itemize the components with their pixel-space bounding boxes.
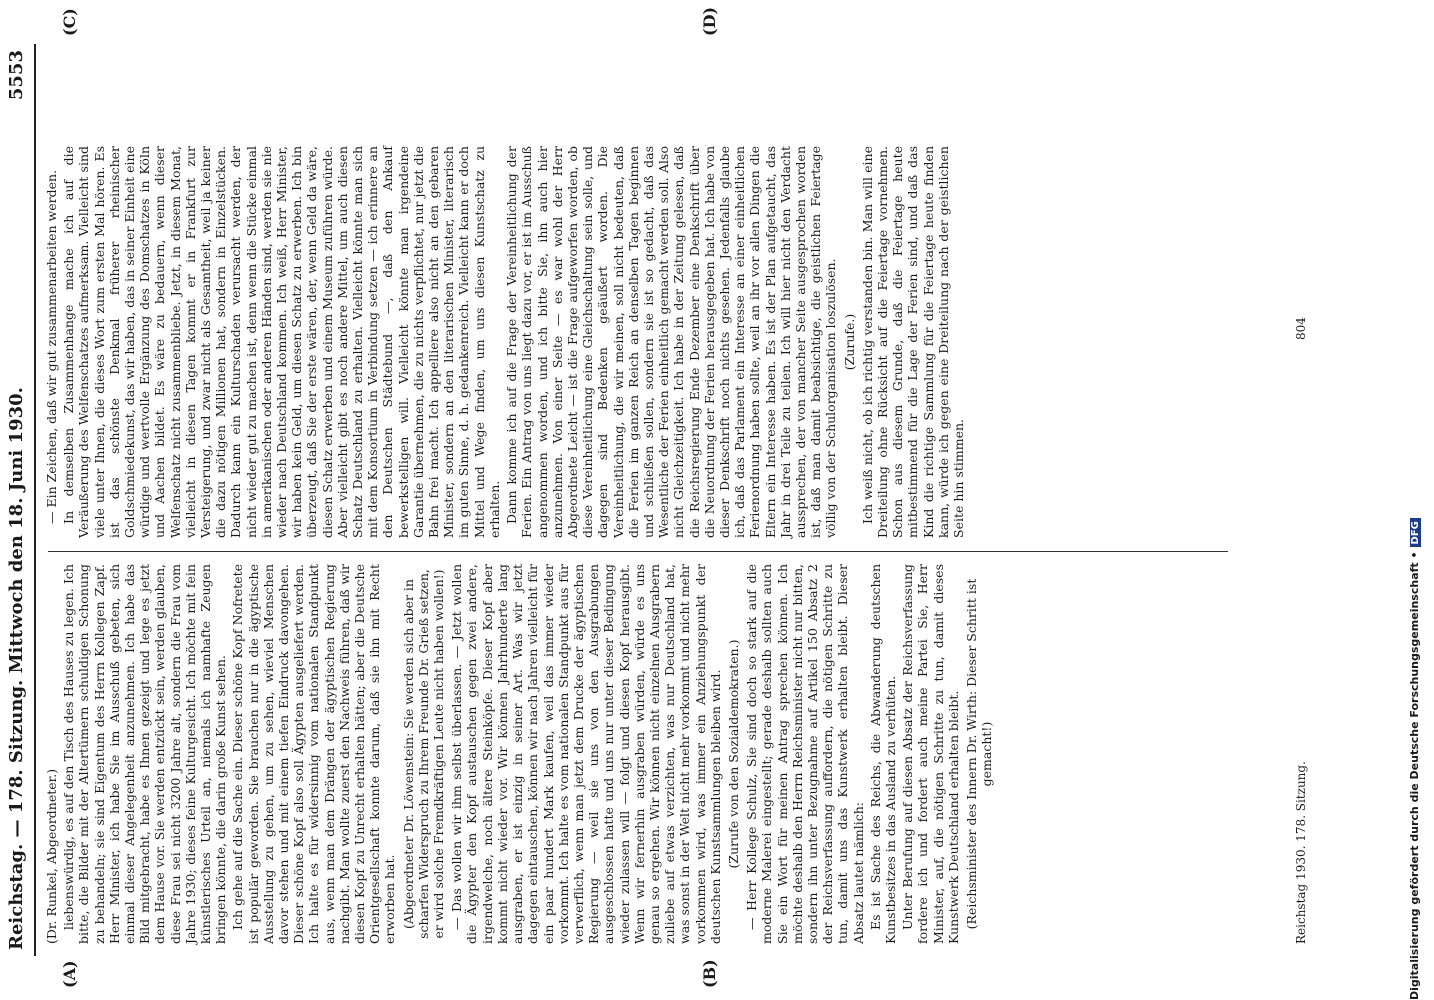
right-column bbox=[44, 146, 968, 538]
paragraph: Unter Berufung auf diesen Absatz der Reichsverfassung fordere ich und fordert auch meine Partei Sie, Herr Minister, auf, die nötigen Schritte zu tun, damit dieses Kunstwerk Deutschland erhalten bleibt. bbox=[900, 564, 961, 944]
footer-page-number: 804 bbox=[1294, 317, 1308, 340]
left-column bbox=[44, 564, 997, 944]
paragraph: Es ist Sache des Reichs, die Abwanderung deutschen Kunstbesitzes in das Ausland zu verhüten. bbox=[867, 564, 898, 944]
column-divider bbox=[48, 551, 1228, 552]
paragraph: — Ein Zeichen, daß wir gut zusammenarbeiten werden. bbox=[44, 169, 59, 524]
interjection: (Zurufe.) bbox=[841, 313, 857, 371]
header-page-number: 5553 bbox=[6, 50, 27, 101]
dfg-logo-icon: DFG bbox=[1410, 518, 1421, 547]
paragraph: Dann komme ich auf die Frage der Vereinheitlichung der Ferien. Ein Antrag von uns liegt dazu vor, er ist im Ausschuß angenommen worden, und ich bitte Sie, ihn auch hier anzunehmen. Von einer Seite — es war wohl der Herr Abgeordnete Leicht — ist die Frage aufgeworfen worden, ob diese Vereinheitlichung eine Gleichschaltung sein solle, und dagegen sind Bedenken geäußert worden. Die Vereinheitlichung, die wir meinen, soll nicht bedeuten, daß die Ferien im ganzen Reich an denselben Tagen beginnen und schließen sollen, sondern sie ist so gedacht, daß das Wesentliche der Ferien einheitlich gemacht werden soll. Also nicht Gleichzeitigkeit. Ich habe in der Zeitung gelesen, daß die Reichsregierung Ende Dezember eine Denkschrift über die Neuordnung der Ferien herausgegeben hat. Ich habe von dieser Denkschrift noch nichts gesehen. Jedenfalls glaube ich, daß das Parlament ein Interesse an einer einheitlichen Ferienordnung haben sollte, weil an ihr vor allen Dingen die Eltern ein Interesse haben. Es ist der Plan aufgetaucht, das Jahr in drei Teile zu teilen. Ich will hier nicht den Verdacht aussprechen, der von mancher Seite ausgesprochen worden ist, daß man damit beabsichtige, die geistlichen Feiertage völlig von der Schulorganisation loszulösen. bbox=[504, 146, 839, 538]
paragraph: In demselben Zusammenhange mache ich auf die Veräußerung des Welfenschatzes aufmerksam. Vielleicht sind viele unter Ihnen, die dieses Wort zum ersten Mal hören. Es ist das schönste Denkmal früherer rheinischer Goldschmiedekunst, das wir haben, das in seiner Einheit eine würdige und wertvolle Ergänzung des Domschatzes in Köln und Aachen bildet. Es wäre zu bedauern, wenn dieser Welfenschatz nicht zusammenbliebe. Jetzt, in diesem Monat, vielleicht in diesen Tagen kommt er in Frankfurt zur Versteigerung, und zwar nicht als Gesamtheit, weil ja keiner die dazu nötigen Millionen hat, sondern in Einzelstücken. Dadurch kann ein Kulturschaden verursacht werden, der nicht wieder gut zu machen ist, denn wenn die Stücke einmal in amerikanischen oder anderen Händen sind, werden sie nie wieder nach Deutschland kommen. Ich weiß, Herr Minister, wir haben kein Geld, um diesen Schatz zu erwerben. Ich bin überzeugt, daß Sie der erste wären, der, wenn Geld da wäre, diesen Schatz erwerben und einem Museum zuführen würde. Aber vielleicht gibt es noch andere Mittel, um auch diesen Schatz Deutschland zu erhalten. Vielleicht könnte man sich mit dem Konsortium in Verbindung setzen — ich erinnere an den Deutschen Städtebund —, daß den Ankauf bewerkstelligen will. Vielleicht könnte man irgendeine Garantie übernehmen, die zu nichts verpflichtet, nur jetzt die Bahn frei macht. Ich appelliere also nicht an den gebaren Minister, sondern an den literarischen Minister, literarisch im guten Sinne, d. h. gedankenreich. Vielleicht kann er doch Mittel und Wege finden, um uns diesen Kunstschatz zu erhalten. bbox=[61, 146, 502, 538]
interjection: (Zurufe von den Sozialdemokraten.) bbox=[725, 639, 741, 869]
header-title: Reichstag. — 178. Sitzung. Mittwoch den 18. Juni 1930. bbox=[6, 387, 27, 950]
dfg-stamp-text: Digitalisierung gefördert durch die Deutsche Forschungsgemeinschaft • bbox=[1408, 551, 1421, 1000]
interjection: (Reichsminister des Innern Dr. Wirth: Dieser Schritt ist gemacht!) bbox=[963, 578, 995, 930]
paragraph: — Das wollen wir ihm selbst überlassen. — Jetzt wollen die Ägypter den Kopf austauschen gegen zwei andere, irgendwelche, noch ältere Steinköpfe. Dieser Kopf aber kommt nicht wieder vor. Wir können Jahrhunderte lang ausgraben, er ist einzig in seiner Art. Was wir jetzt dagegen eintauschen, können wir nach Jahren vielleicht für ein paar hundert Mark kaufen, weil das immer wieder vorkommt. Ich halte es vom nationalen Standpunkt aus für verwerflich, wenn man jetzt dem Drucke der ägyptischen Regierung — weil sie uns von den Ausgrabungen ausgeschlossen hatte und uns nur unter dieser Bedingung wieder zulassen will — folgt und diesen Kopf herausgibt. Wenn wir fernerhin ausgraben würden, würde es uns genau so ergehen. Wir können nicht einzelnen Ausgrabern zuliebe auf etwas verzichten, was nur Deutschland hat, was sonst in der Welt nicht mehr vorkommt und nicht mehr vorkommen wird, was immer ein Anziehungspunkt der deutschen Kunstsammlungen bleiben wird. bbox=[449, 564, 723, 944]
margin-letter-b: (B) bbox=[700, 959, 719, 988]
margin-letter-d: (D) bbox=[700, 6, 719, 36]
header-rule bbox=[34, 44, 36, 956]
page-header bbox=[0, 44, 44, 956]
page-footer: Reichstag 1930. 178. Sitzung. bbox=[1294, 761, 1308, 944]
dfg-stamp bbox=[1408, 518, 1421, 1000]
interjection: (Abgeordneter Dr. Löwenstein: Sie werden sich aber in scharfen Widerspruch zu Ihrem Freunde Dr. Grieß setzen, er wird solche Fremdkräftigen Leute nicht haben wollen!) bbox=[400, 569, 447, 939]
paragraph: Ich weiß nicht, ob ich richtig verstanden bin. Man will eine Dreiteilung ohne Rücksicht auf die Feiertage vornehmen. Schon aus diesem Grunde, daß die Feiertage heute mitbestimmend für die Lage der Ferien sind, und daß das Kind die richtige Sammlung für die Feiertage heute finden kann, würde ich gegen eine Dreiteilung nach der geistlichen Seite hin stimmen. bbox=[859, 146, 966, 538]
paragraph: Ich gehe auf die Sache ein. Dieser schöne Kopf Nofretete ist populär geworden. Sie brauchen nur in die ägyptische Ausstellung zu gehen, um zu sehen, wieviel Menschen davor stehen und mit einem tiefen Eindruck davongehen. Dieser schöne Kopf also soll Ägypten ausgeliefert werden. Ich halte es für widersinnig vom nationalen Standpunkt aus, wenn man dem Drängen der ägyptischen Regierung nachgibt. Man wollte zuerst den Nachweis führen, daß wir diesen Kopf zu Unrecht erhalten hätten; aber die Deutsche Orientgesellschaft konnte darum, daß sie ihn mit Recht erworben hat. bbox=[230, 564, 398, 944]
paragraph: liebenswürdig, es auf den Tisch des Hauses zu legen. Ich bitte, die Bilder mit der Altertümern schuldigen Schonung zu behandeln; sie sind Eigentum des Herrn Kollegen Zapf. Herr Minister, ich habe Sie im Ausschuß gebeten, sich einmal dieser Angelegenheit anzunehmen. Ich habe das Bild mitgebracht, habe es Ihnen gezeigt und lege es jetzt dem Hause vor. Sie werden entzückt sein, werden glauben, diese Frau sei nicht 3200 Jahre alt, sondern die Frau vom Jahre 1930; dieses feine Kulturgesicht. Ich möchte mit fein künstlerisches Urteil an, niemals ich namhafte Zeugen bringen könnte, die darin große Kunst sehen. bbox=[61, 564, 229, 944]
paragraph: — Herr Kollege Schulz, Sie sind doch so stark auf die moderne Malerei eingestellt; gerade deshalb sollten auch Sie ein Wort für meinen Antrag sprechen können. Ich möchte deshalb den Herrn Reichsminister nicht nur bitten, sondern ihn unter Bezugnahme auf Artikel 150 Absatz 2 der Reichsverfassung auffordern, die nötigen Schritte zu tun, damit uns das Kunstwerk erhalten bleibt. Dieser Absatz lautet nämlich: bbox=[744, 564, 866, 944]
margin-letter-a: (A) bbox=[60, 960, 79, 988]
speaker-line: (Dr. Runkel, Abgeordneter.) bbox=[44, 768, 59, 944]
margin-letter-c: (C) bbox=[60, 8, 79, 36]
